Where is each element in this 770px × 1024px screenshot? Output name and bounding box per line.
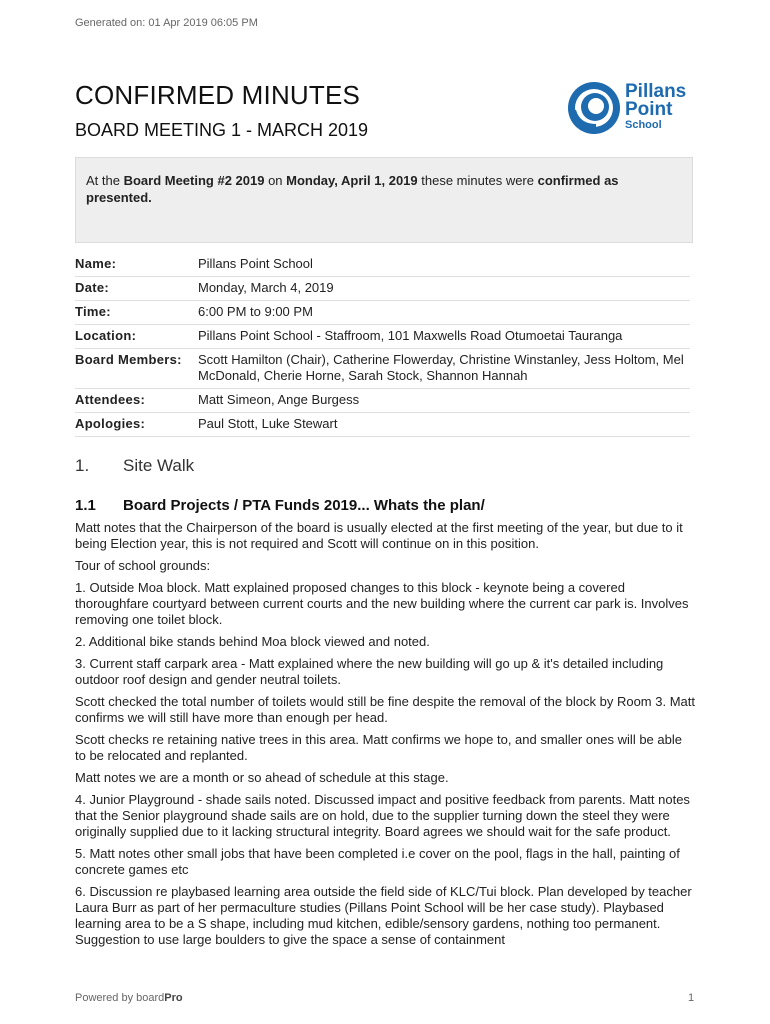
generated-timestamp: Generated on: 01 Apr 2019 06:05 PM <box>75 17 258 29</box>
minutes-paragraph: 5. Matt notes other small jobs that have been completed i.e cover on the pool, flags in the hall, painting of concrete games etc <box>75 846 680 877</box>
detail-key: Apologies: <box>75 413 198 437</box>
detail-value: Monday, March 4, 2019 <box>198 277 690 301</box>
subsection-heading <box>75 497 485 514</box>
minutes-body <box>75 520 695 954</box>
detail-row <box>75 277 690 301</box>
detail-key: Location: <box>75 325 198 349</box>
detail-value: Pillans Point School <box>198 253 690 277</box>
page-title: CONFIRMED MINUTES <box>75 80 361 110</box>
detail-key: Board Members: <box>75 349 198 389</box>
detail-row <box>75 389 690 413</box>
notice-text: on <box>264 173 287 188</box>
detail-row <box>75 253 690 277</box>
section-title: Site Walk <box>123 456 195 475</box>
notice-text: At the <box>86 173 124 188</box>
detail-row <box>75 325 690 349</box>
detail-value: 6:00 PM to 9:00 PM <box>198 301 690 325</box>
detail-value: Pillans Point School - Staffroom, 101 Maxwells Road Otumoetai Tauranga <box>198 325 690 349</box>
detail-value: Scott Hamilton (Chair), Catherine Flowerday, Christine Winstanley, Jess Holtom, Mel McDonald, Cherie Horne, Sarah Stock, Shannon Hannah <box>198 349 690 389</box>
detail-row <box>75 413 690 437</box>
detail-value: Matt Simeon, Ange Burgess <box>198 389 690 413</box>
detail-key: Attendees: <box>75 389 198 413</box>
minutes-paragraph: Matt notes we are a month or so ahead of schedule at this stage. <box>75 770 449 785</box>
section-heading <box>75 456 194 476</box>
minutes-paragraph: 3. Current staff carpark area - Matt explained where the new building will go up & it's detailed including outdoor roof design and gender neutral toilets. <box>75 656 664 687</box>
detail-row <box>75 301 690 325</box>
page-subtitle: BOARD MEETING 1 - MARCH 2019 <box>75 120 369 140</box>
minutes-paragraph: Tour of school grounds: <box>75 558 211 573</box>
powered-by-text: Powered by board <box>75 992 165 1004</box>
confirmation-notice <box>75 157 693 243</box>
subsection-number: 1.1 <box>75 497 96 514</box>
detail-value: Paul Stott, Luke Stewart <box>198 413 690 437</box>
logo-text-line3: School <box>625 119 662 131</box>
powered-by-brand: Pro <box>164 992 183 1004</box>
minutes-paragraph: Scott checks re retaining native trees in this area. Matt confirms we hope to, and smaller ones will be able to be relocated and replanted. <box>75 732 682 763</box>
detail-row <box>75 349 690 389</box>
minutes-paragraph: Scott checked the total number of toilets would still be fine despite the removal of the block by Room 3. Matt confirms we will still have more than enough per head. <box>75 694 695 725</box>
minutes-paragraph: 6. Discussion re playbased learning area outside the field side of KLC/Tui block. Plan developed by teacher Laura Burr as part of her permaculture studies (Pillans Point School will be her case study). Playbased learning area to be a S shape, including mud kitchen, edible/sensory gardens, nothing too permanent. Suggestion to use large boulders to give the space a sense of containment <box>75 884 692 947</box>
notice-text: these minutes were <box>417 173 538 188</box>
notice-meeting: Board Meeting #2 2019 <box>123 173 265 188</box>
detail-key: Time: <box>75 301 198 325</box>
detail-key: Name: <box>75 253 198 277</box>
meeting-details-table <box>75 253 690 437</box>
logo-text-line1: Pillans <box>625 81 687 102</box>
school-logo <box>566 78 696 134</box>
subsection-title: Board Projects / PTA Funds 2019... Whats the plan/ <box>123 497 485 514</box>
minutes-paragraph: 4. Junior Playground - shade sails noted. Discussed impact and positive feedback from parents. Matt notes that the Senior playground shade sails are on hold, due to the supplier turning down the steel they were originally supplied due to it lacking structural integrity. Board agrees we should wait for the safe product. <box>75 792 690 839</box>
notice-status: confirmed as presented. <box>86 173 619 205</box>
minutes-paragraph: 1. Outside Moa block. Matt explained proposed changes to this block - keynote being a covered thoroughfare courtyard between current courts and the new building where the current car park is. Involves removing one toilet block. <box>75 580 689 627</box>
section-number: 1. <box>75 456 90 475</box>
page-number: 1 <box>688 992 695 1004</box>
minutes-paragraph: Matt notes that the Chairperson of the board is usually elected at the first meeting of the year, but due to it being Election year, this is not required and Scott will continue on in this position. <box>75 520 683 551</box>
notice-date: Monday, April 1, 2019 <box>286 173 418 188</box>
powered-by <box>75 992 183 1004</box>
minutes-paragraph: 2. Additional bike stands behind Moa block viewed and noted. <box>75 634 430 649</box>
detail-key: Date: <box>75 277 198 301</box>
logo-text-line2: Point <box>625 99 673 120</box>
swirl-logo-icon <box>566 80 622 136</box>
